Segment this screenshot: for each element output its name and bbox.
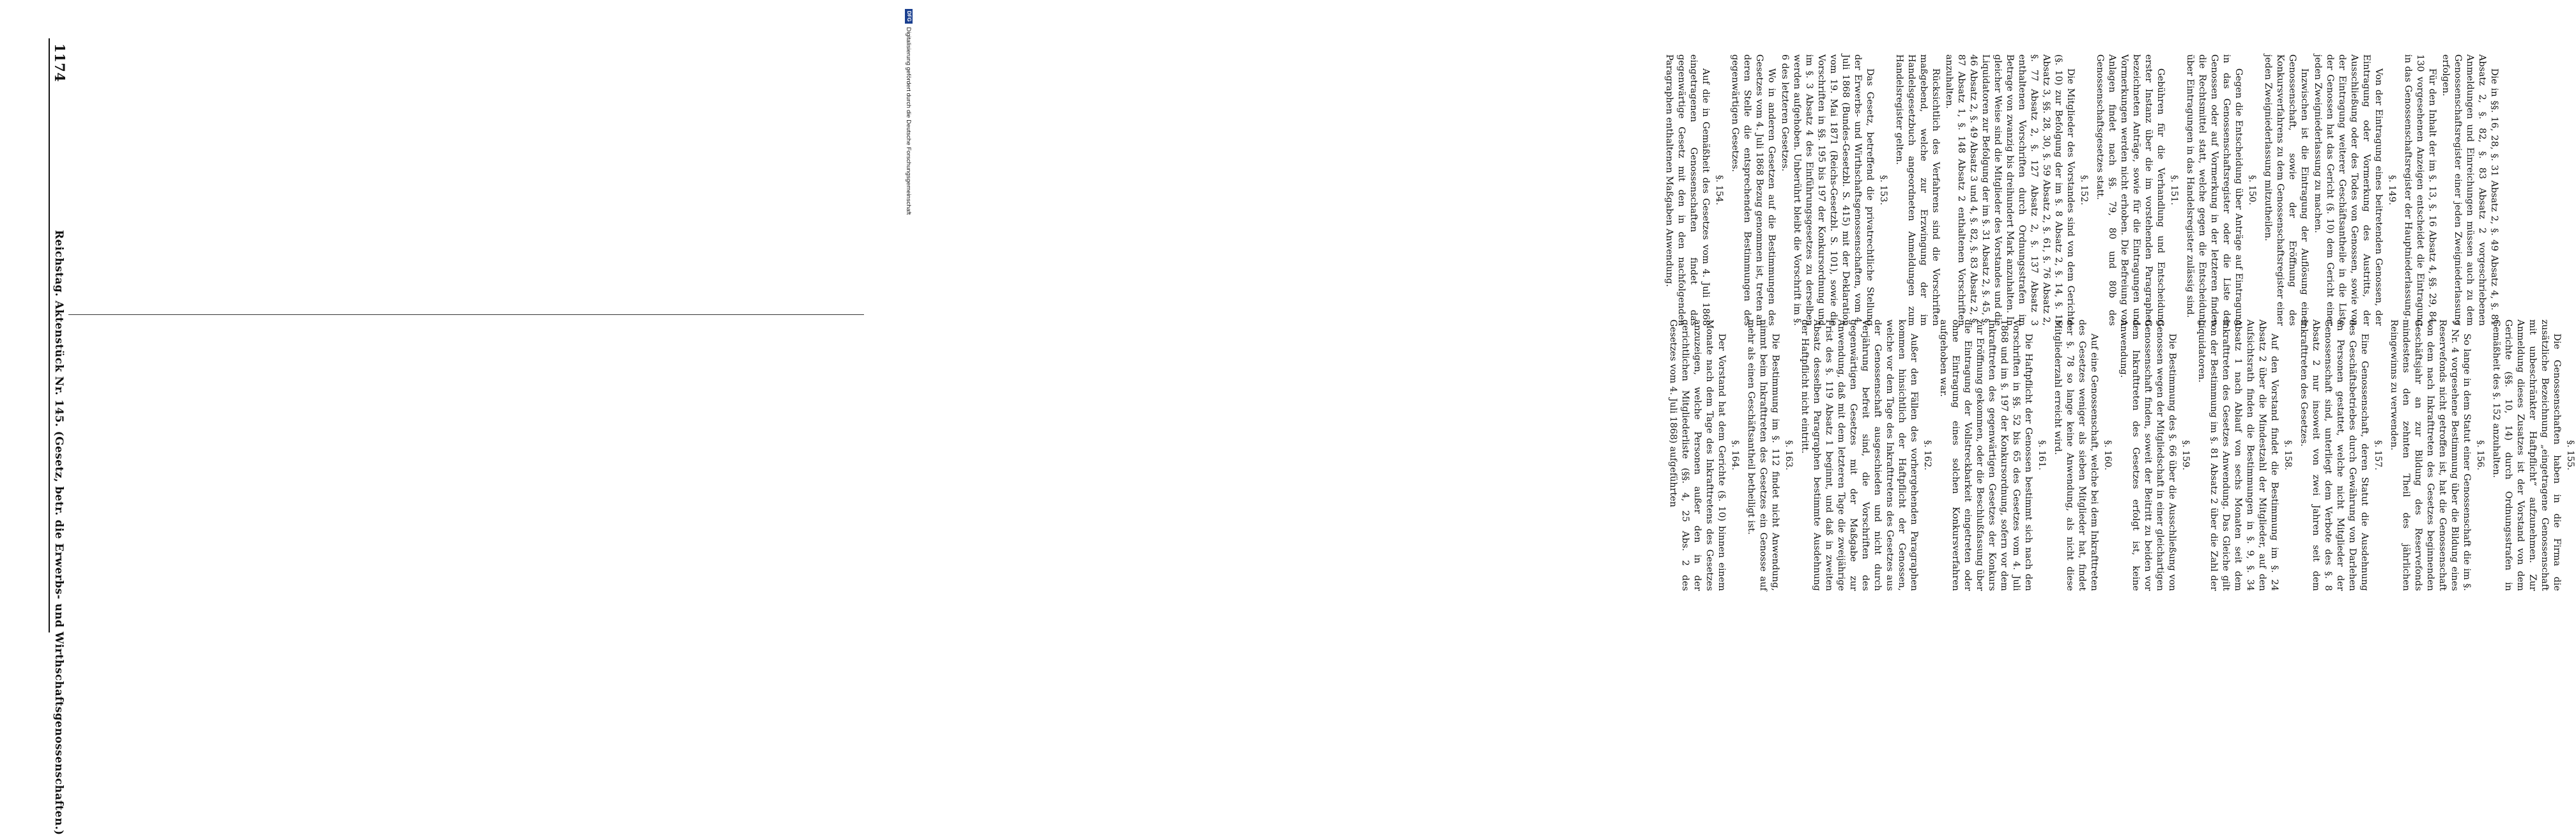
section-heading: §. 149. bbox=[2387, 174, 2397, 206]
paragraph: Gegen die Entscheidung über Anträge auf Eintragung in das Genossenschaftsregister oder die Liste der Genossen oder auf Vormerkung in der letzteren finden die Rechtsmittel statt, welche gegen die Entscheidung über Eintragungen in das Handelsregister zulässig sind. bbox=[2185, 54, 2244, 326]
paragraph: Die in §§. 16, 28, §. 31 Absatz 2, §. 49 Absatz 4, §. 81 Absatz 2, §. 82, §. 83 Absatz 2 vorgeschriebenen Anmeldungen und Einreichungen müssen auch zu dem Genossenschaftsregister einer jeden Zweigniederlassung erfolgen. bbox=[2441, 54, 2499, 326]
right-column-content bbox=[1667, 319, 2576, 591]
section-heading: §. 152. bbox=[2079, 174, 2089, 206]
dfg-logo: DFG bbox=[905, 9, 913, 24]
paragraph: Auf den Vorstand findet die Bestimmung im §. 24 Absatz 2 über die Mindestzahl der Mitglieder, auf den Aufsichtsrath finden die Bestimmungen in §. 9, §. 34 Absatz 1 nach Ablauf von sechs Monaten seit dem Inkrafttreten des Gesetzes Anwendung. Das Gleiche gilt von der Bestimmung im §. 81 Absatz 2 über die Zahl der Liquidatoren. bbox=[2196, 319, 2279, 591]
left-column-content bbox=[1663, 54, 2500, 326]
paragraph: So lange in dem Statut einer Genossenschaft die im §. 7 Nr. 4 vorgesehene Bestimmung über die Bildung eines Reservefonds nicht getroffen ist, hat die Genossenschaft von dem nach Inkrafttreten des Gesetzes beginnenden Geschäftsjahr an zur Bildung des Reservefonds mindestens den zehnten Theil des jährlichen Reingewinns zu verwenden. bbox=[2389, 319, 2472, 591]
paragraph: Außer den Fällen des vorhergehenden Paragraphen kommen hinsichtlich der Haftpflicht der Genossen, welche vor dem Tage des Inkrafttretens des Gesetzes aus der Genossenschaft ausgeschieden und nicht durch Verjährung befreit sind, die Vorschriften des gegenwärtigen Gesetzes mit der Maßgabe zur Anwendung, daß mit dem letzteren Tage die zweijährige Frist des §. 119 Absatz 1 beginnt, und daß in zweiten Absatz desselben Paragraphen bestimmte Ausdehnung der Haftpflicht nicht eintritt. bbox=[1800, 319, 1919, 591]
paragraph: Die Haftpflicht der Genossen bestimmt sich nach den Vorschriften in §§. 52 bis 65 des Gesetzes vom 4. Juli 1868 und im §. 197 der Konkursordnung, sofern vor dem Inkrafttreten des gegenwärtigen Gesetzes der Konkurs zur Eröffnung gekommen, oder die Beschlußfassung über die Eintragung der Vollstreckbarkeit eingetreten oder ohne Eintragung eines solchen Konkursverfahren aufgehoben war. bbox=[1938, 319, 2033, 591]
section-heading: §. 159. bbox=[2180, 440, 2191, 471]
section-heading: §. 154. bbox=[1714, 174, 1724, 206]
left-column bbox=[1663, 54, 2499, 326]
paragraph: Auf eine Genossenschaft, welche bei dem Inkrafttreten des Gesetzes weniger als sieben Mitglieder hat, findet der §. 78 so lange keine Anwendung, als nicht diese Mitgliederzahl erreicht wird. bbox=[2053, 319, 2099, 591]
section-heading: §. 160. bbox=[2102, 440, 2113, 471]
periodical-name: Reichstag. Aktenstück Nr. bbox=[52, 230, 65, 395]
section-heading: §. 164. bbox=[1730, 440, 1740, 471]
paragraph: Rücksichtlich des Verfahrens sind die Vorschriften maßgebend, welche zur Erzwingung der im Handelsgesetzbuch angeordneten Anmeldungen zum Handelsregister gelten. bbox=[1894, 54, 1941, 326]
paragraph: Von der Eintragung eines beitretenden Genossen, der Eintragung oder Vormerkung des Austritts, der Ausschließung oder des Todes von Genossen, sowie von der Eintragung weiterer Geschäftsantheile in die Liste der Genossen hat das Gericht (§. 10) dem Gericht einer jeden Zweigniederlassung zu machen. bbox=[2313, 54, 2384, 326]
header-rule bbox=[49, 38, 50, 632]
digitization-credit bbox=[901, 0, 915, 648]
section-heading: §. 153. bbox=[1878, 174, 1888, 206]
paragraph: Für den Inhalt der im §. 13, §. 16 Absatz 4, §§. 29, 84, 130 vorgesehenen Anzeigen entscheidet die Eintragung in das Genossenschaftsregister der Hauptniederlassung. bbox=[2403, 54, 2437, 326]
paragraph: Wo in anderen Gesetzen auf die Bestimmungen des Gesetzes vom 4. Juli 1868 Bezug genommen ist, treten an deren Stelle die entsprechenden Bestimmungen des gegenwärtigen Gesetzes. bbox=[1730, 54, 1777, 326]
section-heading: §. 162. bbox=[1922, 440, 1932, 471]
section-heading: §. 156. bbox=[2475, 440, 2485, 471]
section-heading: §. 151. bbox=[2169, 174, 2179, 206]
paragraph: Das Gesetz, betreffend die privatrechtliche Stellung der Erwerbs- und Wirthschaftsgenossenschaften, vom 4. Juli 1868 (Bundes-Gesetzbl. S. 415) mit der Deklaration vom 19. Mai 1871 (Reichs-Gesetzbl. S. 101), sowie die Vorschriften in §§. 195 bis 197 der Konkursordnung und im §. 3 Absatz 4 des Einführungsgesetzes zu derselben werden aufgehoben. Unberührt bleibt die Vorschrift im §. 6 des letzteren Gesetzes. bbox=[1780, 54, 1875, 326]
section-heading: §. 157. bbox=[2373, 440, 2383, 471]
digitization-credit-text: Digitalisierung gefördert durch die Deutsche Forschungsgemeinschaft bbox=[905, 27, 912, 215]
section-heading: §. 163. bbox=[1784, 440, 1794, 471]
section-heading: §. 155. bbox=[2565, 440, 2575, 471]
paragraph: Die Bestimmung des §. 66 über die Ausschließung von Genossen wegen der Mitgliedschaft in einer gleichartigen Genossenschaft finden, soweit der Beitritt zu beiden vor dem Inkrafttreten des Gesetzes erfolgt ist, keine Anwendung. bbox=[2118, 319, 2177, 591]
paragraph: Auf die in Gemäßheit des Gesetzes vom 4. Juli 1868 eingetragenen Genossenschaften findet das gegenwärtige Gesetz mit den in den nachfolgenden Paragraphen enthaltenen Maßgaben Anwendung. bbox=[1664, 54, 1711, 326]
section-heading: §. 158. bbox=[2283, 440, 2293, 471]
paragraph: Die Mitglieder des Vorstandes sind von dem Gerichte (§. 10) zur Befolgung der im §. 8 Absatz 2, §. 14, §. 16 Absatz 3, §§. 28, 30, §. 59 Absatz 2, §. 61, §. 76 Absatz 2, §. 77 Absatz 2, §. 127 Absatz 2, §. 137 Absatz 3 enthaltenen Vorschriften durch Ordnungsstrafen im Betrage von zwanzig bis dreihundert Mark anzuhalten. In gleicher Weise sind die Mitglieder des Vorstandes und die Liquidatoren zur Befolgung der im §. 31 Absatz 2, §. 45, §. 46 Absatz 2, §. 49 Absatz 3 und 4, §. 82, §. 83 Absatz 2, §. 87 Absatz 1, §. 148 Absatz 2 enthaltenen Vorschriften anzuhalten. bbox=[1944, 54, 2076, 326]
page-number: 1174 bbox=[52, 43, 68, 82]
paragraph: Die Bestimmung im §. 112 findet nicht Anwendung, nimmt beim Inkrafttreten des Gesetzes ein Genosse auf mehr als einen Geschäftsantheil betheiligt ist. bbox=[1746, 319, 1780, 591]
paragraph: Eine Genossenschaft, deren Statut die Ausdehnung des Geschäftsbetriebes durch Gewährung von Darlehen an Personen gestattet, welche nicht Mitglieder der Genossenschaft sind, unterliegt dem Verbote des §. 8 Absatz 2 nur insoweit von zwei Jahren seit dem Inkrafttreten des Gesetzes. bbox=[2299, 319, 2370, 591]
paragraph: Inzwischen ist die Eintragung der Auflösung einer Genossenschaft, sowie der Eröffnung des Konkursverfahrens zu dem Genossenschaftsregister einer jeden Zweigniederlassung mitzutheilen. bbox=[2263, 54, 2310, 326]
law-title: (Gesetz, betr. die Erwerbs- und Wirthschaftsgenossenschaften.) bbox=[52, 431, 65, 835]
column-separator bbox=[68, 314, 864, 315]
section-heading: §. 161. bbox=[2037, 440, 2047, 471]
right-column bbox=[1663, 319, 2575, 591]
paragraph: Der Vorstand hat dem Gerichte (§. 10) binnen einem Monate nach dem Tage des Inkrafttretens des Gesetzes anzuzeigen, welche Personen außer den in der gerichtlichen Mitgliederliste (§§. 4, 25 Abs. 2 des Gesetzes vom 4. Juli 1868) aufgeführten bbox=[1668, 319, 1727, 591]
paragraph: Gebühren für die Verhandlung und Entscheidung erster Instanz über die im vorstehenden Paragraphen bezeichneten Anträge, sowie für die Eintragungen und Vormerkungen werden nicht erhoben. Die Befreiung von Anlagen findet nach §§. 79, 80 und 80b des Genossenschaftsgesetzes statt. bbox=[2095, 54, 2166, 326]
section-heading: §. 150. bbox=[2247, 174, 2257, 206]
paragraph: Die Genossenschaften haben in die Firma die zusätzliche Bezeichnung „eingetragene Genossenschaft mit unbeschränkter Haftpflicht“ aufzunehmen. Zur Anmeldung dieses Zusatzes ist der Vorstand von dem Gerichte (§§. 10, 14) durch Ordnungsstrafen in Gemäßheit des §. 152 anzuhalten. bbox=[2491, 319, 2562, 591]
document-number: 145. bbox=[52, 399, 65, 427]
running-title bbox=[52, 230, 65, 835]
